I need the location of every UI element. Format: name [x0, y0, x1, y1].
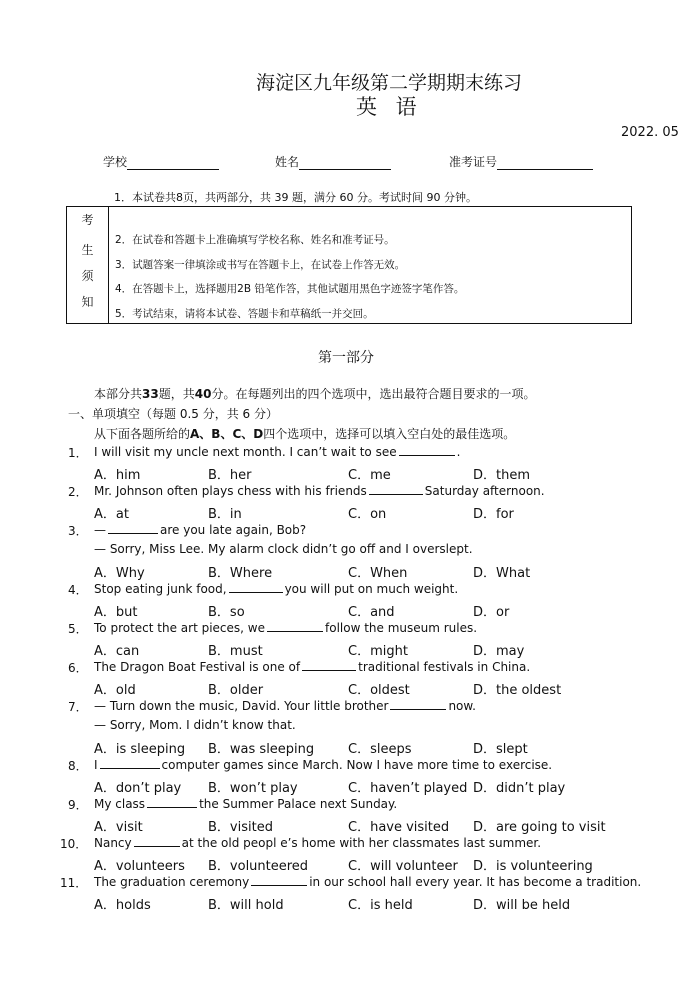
question-text: Nancy	[94, 836, 132, 850]
answer-option: D．them	[473, 468, 531, 483]
answer-blank	[267, 620, 323, 632]
question-text: My class	[94, 797, 146, 811]
question-stem	[94, 483, 545, 498]
answer-option: B．her	[208, 468, 252, 483]
section-directions: 从下面各题所给的A、B、C、D四个选项中，选择可以填入空白处的最佳选项。	[94, 427, 516, 441]
answer-option: A．volunteers	[94, 859, 185, 874]
answer-option: D．may	[473, 644, 525, 659]
notice-item-4: 4．在答题卡上，选择题用2B 铅笔作答，其他试题用黑色字迹签字笔作答。	[115, 283, 465, 295]
answer-option: B．in	[208, 507, 242, 522]
answer-option: D．is volunteering	[473, 859, 593, 874]
answer-blank	[134, 835, 180, 847]
answer-blank	[147, 796, 197, 808]
notice-label: 考 生 须 知	[67, 207, 109, 323]
notice-item-3: 3．试题答案一律填涂或书写在答题卡上，在试卷上作答无效。	[115, 259, 406, 271]
question-text: — Turn down the music, David. Your little brother	[94, 699, 389, 713]
question-text: Saturday afternoon.	[424, 484, 545, 498]
answer-option: C．When	[348, 566, 408, 581]
section-heading: 一、单项填空（每题 0.5 分，共 6 分）	[68, 407, 278, 421]
question-number: 8．	[68, 759, 88, 773]
question-text: follow the museum rules.	[325, 621, 478, 635]
exam-id-blank	[497, 157, 593, 170]
name-field	[275, 153, 391, 170]
answer-option: A．him	[94, 468, 141, 483]
question-number: 3．	[68, 524, 88, 538]
question-text: in our school hall every year. It has become a tradition.	[309, 875, 642, 889]
answer-option: B．so	[208, 605, 245, 620]
question-stem	[94, 874, 641, 889]
answer-option: A．Why	[94, 566, 145, 581]
subject-title: 英 语	[356, 95, 423, 119]
answer-option: C．oldest	[348, 683, 410, 698]
question-text: I will visit my uncle next month. I can’t wait to see	[94, 445, 397, 459]
question-text: I	[94, 758, 98, 772]
answer-option: D．or	[473, 605, 510, 620]
question-text: traditional festivals in China.	[358, 660, 531, 674]
question-stem	[94, 620, 477, 635]
notice-item-1: 1．本试卷共8页，共两部分，共 39 题，满分 60 分。考试时间 90 分钟。	[114, 191, 477, 204]
question-number: 7．	[68, 700, 88, 714]
notice-item-2: 2．在试卷和答题卡上准确填写学校名称、姓名和准考证号。	[115, 234, 395, 246]
answer-option: C．will volunteer	[348, 859, 458, 874]
question-number: 4．	[68, 583, 88, 597]
answer-option: A．old	[94, 683, 136, 698]
question-number: 6．	[68, 661, 88, 675]
question-number: 1．	[68, 446, 88, 460]
question-number: 9．	[68, 798, 88, 812]
answer-option: D．will be held	[473, 898, 571, 913]
exam-id-label: 准考证号	[449, 155, 498, 169]
answer-blank	[302, 659, 356, 671]
answer-option: B．must	[208, 644, 263, 659]
answer-option: D．the oldest	[473, 683, 562, 698]
exam-title: 海淀区九年级第二学期期末练习	[256, 72, 523, 94]
answer-option: D．for	[473, 507, 514, 522]
exam-id-field	[449, 153, 593, 170]
answer-option: B．visited	[208, 820, 273, 835]
answer-option: A．at	[94, 507, 129, 522]
answer-option: D．What	[473, 566, 531, 581]
answer-option: D．are going to visit	[473, 820, 606, 835]
answer-option: C．haven’t played	[348, 781, 468, 796]
answer-option: B．Where	[208, 566, 273, 581]
question-number: 10．	[60, 837, 88, 851]
question-stem	[94, 757, 552, 772]
question-text: at the old peopl e’s home with her classmates last summer.	[181, 836, 542, 850]
school-field	[103, 153, 219, 170]
answer-option: C．is held	[348, 898, 413, 913]
answer-option: B．older	[208, 683, 264, 698]
answer-blank	[251, 874, 307, 886]
question-stem	[94, 796, 397, 811]
name-blank	[299, 157, 391, 170]
question-text: The Dragon Boat Festival is one of	[94, 660, 301, 674]
answer-option: B．was sleeping	[208, 742, 315, 757]
name-label: 姓名	[275, 155, 300, 169]
question-text: To protect the art pieces, we	[94, 621, 265, 635]
answer-option: D．didn’t play	[473, 781, 566, 796]
question-number: 5．	[68, 622, 88, 636]
answer-option: A．don’t play	[94, 781, 182, 796]
answer-option: B．won’t play	[208, 781, 298, 796]
answer-option: B．volunteered	[208, 859, 309, 874]
answer-blank	[100, 757, 160, 769]
question-text: The graduation ceremony	[94, 875, 250, 889]
question-text: —	[94, 523, 106, 537]
answer-option: A．but	[94, 605, 138, 620]
answer-blank	[108, 522, 158, 534]
question-text: the Summer Palace next Sunday.	[199, 797, 398, 811]
answer-option: A．can	[94, 644, 140, 659]
answer-option: C．might	[348, 644, 408, 659]
answer-option: D．slept	[473, 742, 528, 757]
answer-option: C．sleeps	[348, 742, 412, 757]
question-text: .	[456, 445, 461, 459]
question-text: Stop eating junk food,	[94, 582, 227, 596]
answer-option: C．me	[348, 468, 391, 483]
answer-option: C．and	[348, 605, 395, 620]
notice-item-5: 5．考试结束，请将本试卷、答题卡和草稿纸一并交回。	[115, 308, 374, 320]
school-blank	[127, 157, 219, 170]
notice-box	[66, 206, 632, 324]
question-text: you will put on much weight.	[284, 582, 459, 596]
question-text: now.	[448, 699, 476, 713]
answer-blank	[399, 444, 455, 456]
answer-option: A．holds	[94, 898, 151, 913]
question-stem	[94, 835, 541, 850]
question-text: are you late again, Bob?	[160, 523, 307, 537]
answer-option: A．is sleeping	[94, 742, 186, 757]
exam-date: 2022. 05	[621, 125, 679, 140]
part-title: 第一部分	[318, 350, 374, 366]
answer-option: C．have visited	[348, 820, 450, 835]
question-stem	[94, 522, 306, 537]
answer-blank	[229, 581, 283, 593]
question-stem	[94, 698, 476, 713]
question-response: — Sorry, Mom. I didn’t know that.	[94, 718, 296, 732]
question-text: computer games since March. Now I have more time to exercise.	[161, 758, 553, 772]
question-number: 2．	[68, 485, 88, 499]
answer-option: B．will hold	[208, 898, 284, 913]
answer-blank	[390, 698, 446, 710]
answer-blank	[369, 483, 423, 495]
answer-option: A．visit	[94, 820, 143, 835]
question-stem	[94, 659, 530, 674]
question-response: — Sorry, Miss Lee. My alarm clock didn’t go off and I overslept.	[94, 542, 473, 556]
part-intro: 本部分共33题，共40分。在每题列出的四个选项中，选出最符合题目要求的一项。	[94, 387, 536, 401]
question-stem	[94, 444, 460, 459]
question-number: 11．	[60, 876, 88, 890]
school-label: 学校	[103, 155, 128, 169]
question-stem	[94, 581, 458, 596]
question-text: Mr. Johnson often plays chess with his friends	[94, 484, 367, 498]
answer-option: C．on	[348, 507, 387, 522]
